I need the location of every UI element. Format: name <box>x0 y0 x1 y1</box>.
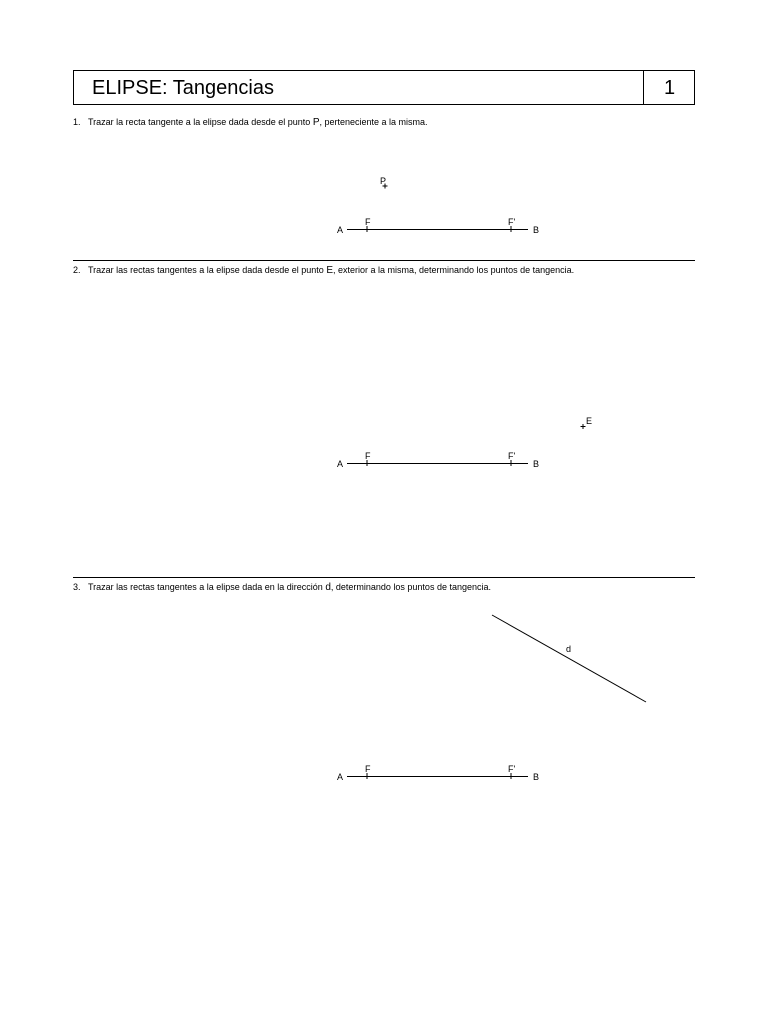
worksheet-title: ELIPSE: Tangencias <box>92 77 274 99</box>
exercise-1-number: 1. <box>73 117 81 127</box>
worksheet-number: 1 <box>663 77 676 99</box>
label-f: F <box>365 764 371 774</box>
label-a: A <box>337 225 344 235</box>
exercise-2-point-ref: E <box>326 265 333 276</box>
exercise-2-text-before: Trazar las rectas tangentes a la elipse dada desde el punto <box>88 265 327 275</box>
exercise-3-direction-ref: d <box>325 582 331 593</box>
exercise-3-number: 3. <box>73 582 81 592</box>
label-a: A <box>337 772 344 782</box>
label-f-prime: F' <box>508 217 516 227</box>
exercise-3-text-after: , determinando los puntos de tangencia. <box>330 582 491 592</box>
label-a: A <box>337 459 344 469</box>
exercise-1-point-ref: P <box>312 117 320 128</box>
direction-line-d <box>492 615 646 702</box>
label-b: B <box>533 225 540 235</box>
label-f: F <box>365 217 371 227</box>
exercise-2-number: 2. <box>73 265 81 275</box>
exercise-3-text-before: Trazar las rectas tangentes a la elipse dada en la dirección <box>88 582 326 592</box>
exercise-2-text-after: , exterior a la misma, determinando los puntos de tangencia. <box>333 265 575 275</box>
direction-d-label: d <box>566 644 572 654</box>
label-f-prime: F' <box>508 451 516 461</box>
exercise-1-text-before: Trazar la recta tangente a la elipse dada desde el punto <box>88 117 313 127</box>
point-p-label: P <box>380 176 387 186</box>
label-f: F <box>365 451 371 461</box>
point-e-label: E <box>586 416 593 426</box>
label-b: B <box>533 772 540 782</box>
exercise-1-text-after: , perteneciente a la misma. <box>319 117 428 127</box>
label-b: B <box>533 459 540 469</box>
label-f-prime: F' <box>508 764 516 774</box>
